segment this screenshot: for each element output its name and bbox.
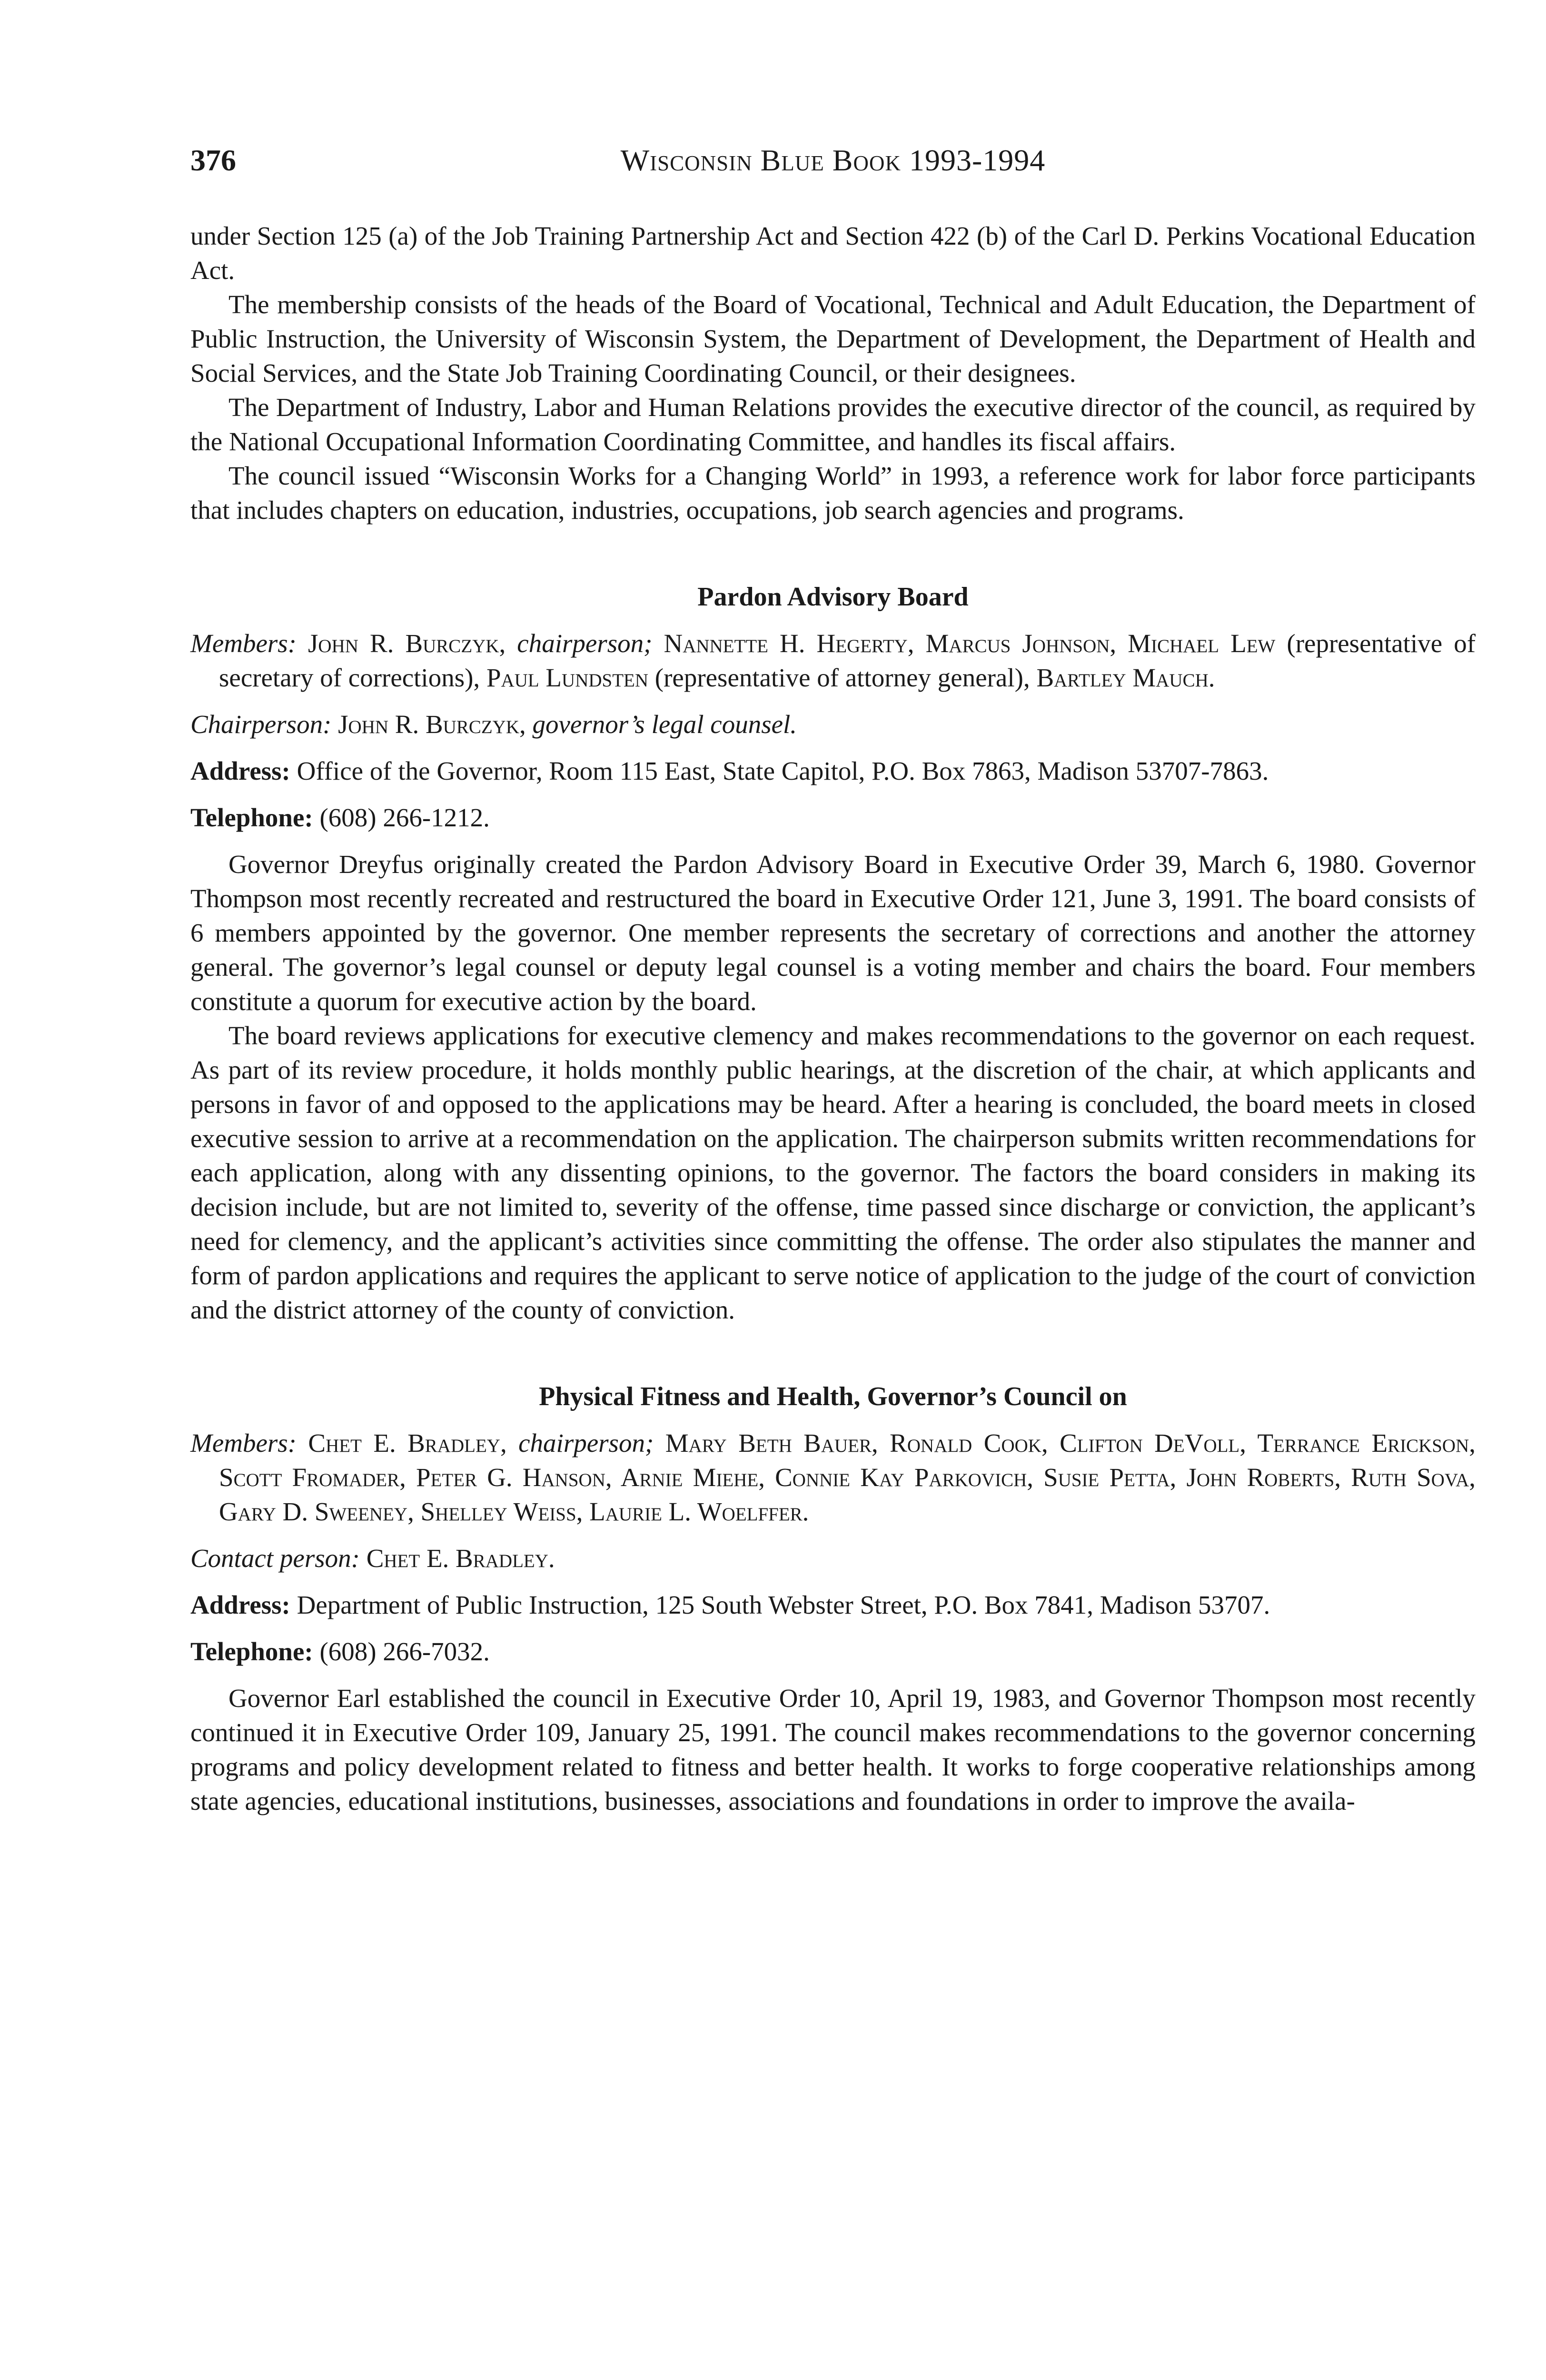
address-line bbox=[190, 754, 1476, 788]
member-name: Chet E. Bradley bbox=[308, 1428, 500, 1458]
fitness-paragraph-1: Governor Earl established the council in Executive Order 10, April 19, 1983, and Governor Thompson most recently continued it in Executive Order 109, January 25, 1991. The council makes recommendations to the governor concerning programs and policy development related to fitness and better health. It works to forge cooperative relationships among state agencies, educational institutions, businesses, associations and foundations in order to improve the availa- bbox=[190, 1684, 1476, 1815]
intro-paragraph-2: The membership consists of the heads of the Board of Vocational, Technical and Adult Education, the Department of Public Instruction, the University of Wisconsin System, the Department of Development, the Department of Health and Social Services, and the State Job Training Coordinating Council, or their designees. bbox=[190, 290, 1476, 387]
address-line bbox=[190, 1588, 1476, 1622]
members-label: Members: bbox=[190, 1428, 297, 1458]
member-names: Nannette H. Hegerty, Marcus Johnson, Michael Lew bbox=[664, 629, 1276, 658]
pardon-paragraph-1: Governor Dreyfus originally created the Pardon Advisory Board in Executive Order 39, March 6, 1980. Governor Thompson most recently recreated and restructured the board in Executive Order 121, June 3, 1991. The board consists of 6 members appointed by the governor. One member represents the secretary of corrections and another the attorney general. The governor’s legal counsel or deputy legal counsel is a voting member and chairs the board. Four members constitute a quorum for executive action by the board. bbox=[190, 850, 1476, 1016]
members-label: Members: bbox=[190, 629, 297, 658]
chairperson-label: Chairperson: bbox=[190, 710, 332, 739]
member-note: (representative of secretary of corrections), bbox=[219, 629, 1476, 692]
telephone-number: (608) 266-1212. bbox=[319, 803, 490, 832]
intro-paragraph-4: The council issued “Wisconsin Works for a Changing World” in 1993, a reference work for labor force participants that includes chapters on education, industries, occupations, job search agencies and programs. bbox=[190, 461, 1476, 525]
physical-fitness-council-section bbox=[190, 1379, 1476, 1818]
intro-paragraph-3: The Department of Industry, Labor and Human Relations provides the executive director of the council, as required by the National Occupational Information Coordinating Committee, and handles its fiscal affairs. bbox=[190, 393, 1476, 456]
address-text: Office of the Governor, Room 115 East, State Capitol, P.O. Box 7863, Madison 53707-7863. bbox=[297, 756, 1269, 785]
telephone-line bbox=[190, 1635, 1476, 1669]
running-head bbox=[190, 143, 1476, 200]
intro-section bbox=[190, 219, 1476, 527]
document-page bbox=[190, 143, 1476, 1818]
member-role: chairperson; bbox=[518, 1428, 654, 1458]
telephone-line bbox=[190, 801, 1476, 835]
member-name: Bartley Mauch. bbox=[1036, 663, 1215, 692]
pardon-advisory-board-section bbox=[190, 580, 1476, 1327]
chairperson-name: John R. Burczyk, bbox=[338, 710, 526, 739]
address-text: Department of Public Instruction, 125 South Webster Street, P.O. Box 7841, Madison 53707. bbox=[297, 1590, 1270, 1619]
telephone-label: Telephone: bbox=[190, 803, 313, 832]
member-name: John R. Burczyk bbox=[308, 629, 499, 658]
intro-paragraph-1: under Section 125 (a) of the Job Training Partnership Act and Section 422 (b) of the Carl D. Perkins Vocational Education Act. bbox=[190, 221, 1476, 285]
member-note: (representative of attorney general), bbox=[654, 663, 1030, 692]
telephone-label: Telephone: bbox=[190, 1637, 313, 1666]
member-name: Paul Lundsten bbox=[486, 663, 649, 692]
telephone-number: (608) 266-7032. bbox=[319, 1637, 490, 1666]
member-names: Mary Beth Bauer, Ronald Cook, Clifton DeVoll, Terrance Erickson, Scott Fromader, Peter G. Hanson, Arnie Miehe, Connie Kay Parkovich, Susie Petta, John Roberts, Ruth Sova, Gary D. Sweeney, Shelley Weiss, Laurie L. Woelffer. bbox=[219, 1428, 1476, 1526]
section-heading: Pardon Advisory Board bbox=[697, 582, 969, 612]
members-list: Members: John R. Burczyk, chairperson; Nannette H. Hegerty, Marcus Johnson, Michael Lew (representative of secretary of corrections), Paul Lundsten (representative of attorney general), Bartley Mauch. bbox=[190, 629, 1476, 692]
members-list: Members: Chet E. Bradley, chairperson; Mary Beth Bauer, Ronald Cook, Clifton DeVoll, Terrance Erickson, Scott Fromader, Peter G. Hanson, Arnie Miehe, Connie Kay Parkovich, Susie Petta, John Roberts, Ruth Sova, Gary D. Sweeney, Shelley Weiss, Laurie L. Woelffer. bbox=[190, 1428, 1476, 1526]
member-role: chairperson; bbox=[517, 629, 653, 658]
section-heading: Physical Fitness and Health, Governor’s Council on bbox=[539, 1382, 1127, 1411]
chairperson-line bbox=[190, 707, 1476, 742]
contact-person-line bbox=[190, 1541, 1476, 1576]
contact-label: Contact person: bbox=[190, 1544, 360, 1573]
contact-name: Chet E. Bradley. bbox=[366, 1544, 555, 1573]
book-title: Wisconsin Blue Book 1993-1994 bbox=[620, 143, 1046, 177]
chairperson-role: governor’s legal counsel. bbox=[532, 710, 797, 739]
address-label: Address: bbox=[190, 756, 290, 785]
page-number: 376 bbox=[190, 143, 236, 177]
address-label: Address: bbox=[190, 1590, 290, 1619]
pardon-paragraph-2: The board reviews applications for executive clemency and makes recommendations to the governor on each request. As part of its review procedure, it holds monthly public hearings, at the discretion of the chair, at which applicants and persons in favor of and opposed to the applications may be heard. After a hearing is concluded, the board meets in closed executive session to arrive at a recommendation on the application. The chairperson submits written recommendations for each application, along with any dissenting opinions, to the governor. The factors the board considers in making its decision include, but are not limited to, severity of the offense, time passed since discharge or conviction, the applicant’s need for clemency, and the applicant’s activities since committing the offense. The order also stipulates the manner and form of pardon applications and requires the applicant to serve notice of application to the judge of the court of conviction and the district attorney of the county of conviction. bbox=[190, 1021, 1476, 1324]
